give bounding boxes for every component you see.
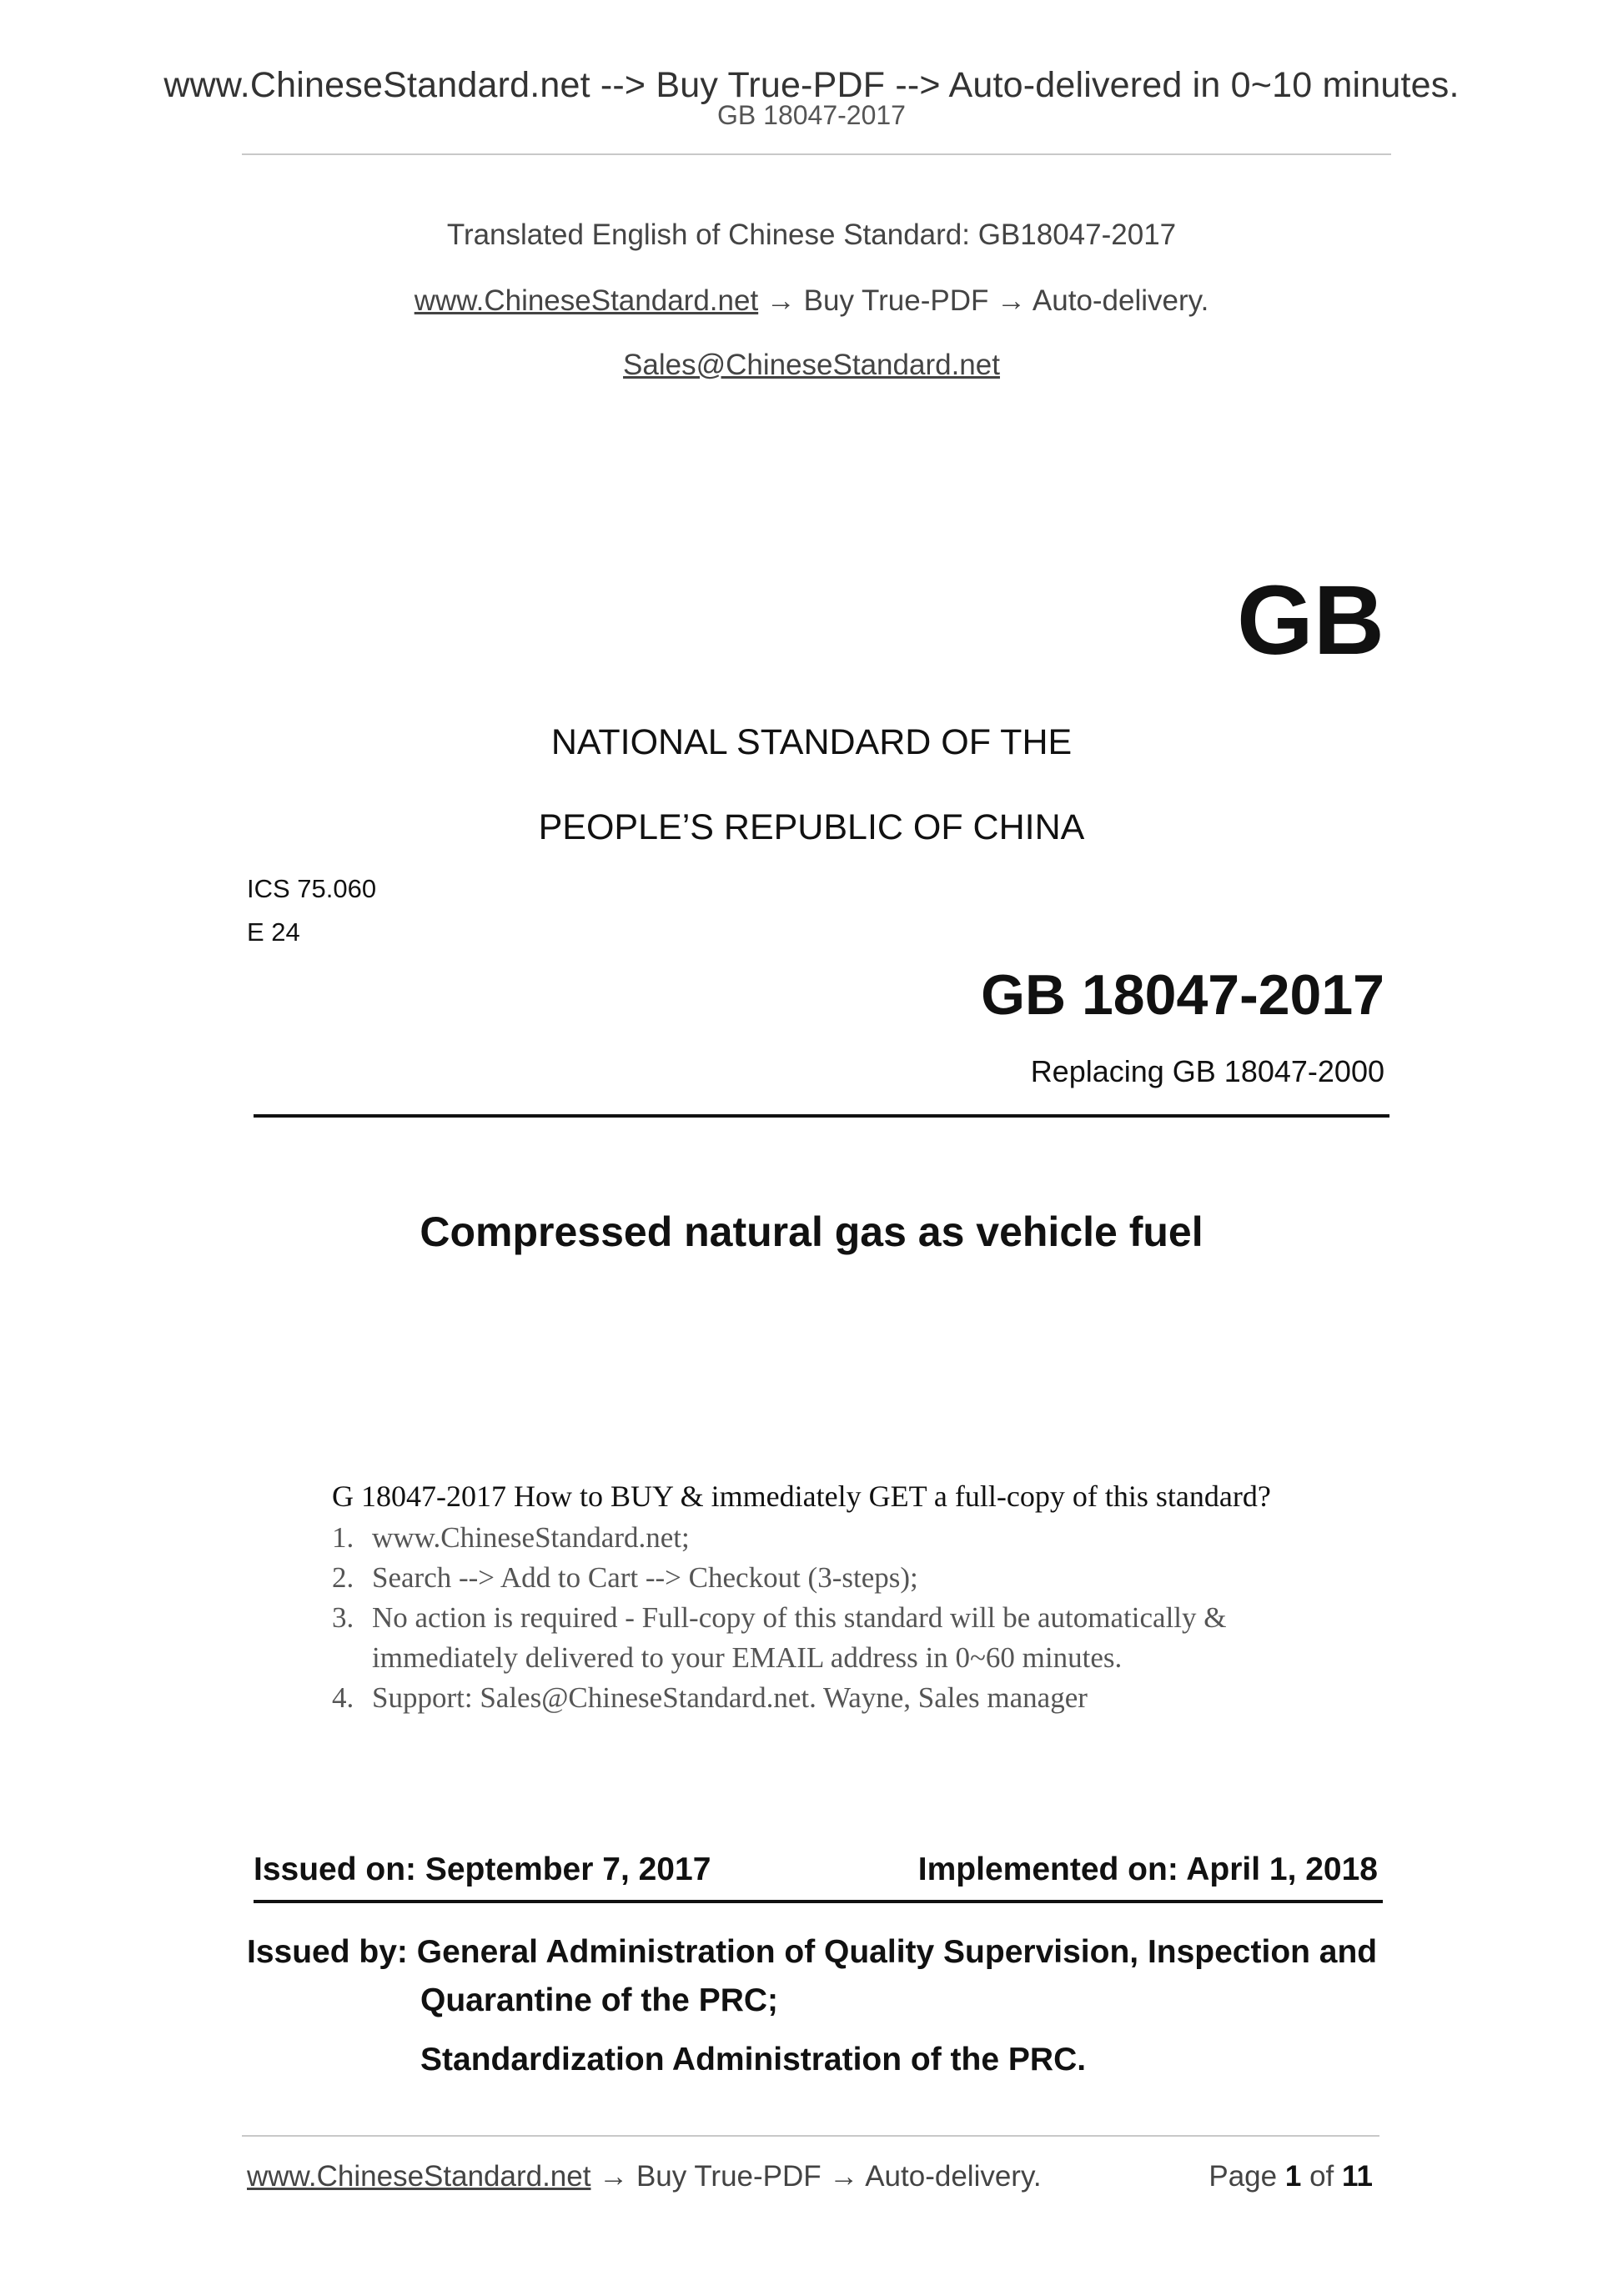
current-page: 1 bbox=[1284, 2160, 1302, 2193]
replacing-standard: Replacing GB 18047-2000 bbox=[1030, 1054, 1384, 1088]
issuer-1-continued: Quarantine of the PRC; bbox=[420, 1982, 779, 2018]
issued-by bbox=[247, 1928, 1398, 2025]
list-item: 2. Search --> Add to Cart --> Checkout (3-steps); bbox=[332, 1561, 918, 1594]
footer-site-link[interactable]: www.ChineseStandard.net bbox=[247, 2160, 591, 2193]
intro-link-line bbox=[0, 284, 1623, 318]
page-indicator: Page 1 of 11 bbox=[1208, 2160, 1373, 2193]
buy-instructions bbox=[332, 1476, 1349, 1718]
national-standard-line2: PEOPLE’S REPUBLIC OF CHINA bbox=[538, 807, 1085, 847]
arrow-right-icon: → bbox=[599, 2160, 629, 2193]
arrow-right-icon: → bbox=[766, 284, 796, 317]
sales-line bbox=[0, 349, 1623, 382]
standard-number: GB 18047-2017 bbox=[981, 963, 1384, 1027]
header-divider bbox=[242, 153, 1391, 155]
top-banner: www.ChineseStandard.net --> Buy True-PDF --> Auto-delivered in 0~10 minutes. bbox=[163, 65, 1460, 105]
issuer-1: General Administration of Quality Supervision, Inspection and bbox=[416, 1934, 1378, 1970]
issued-by-label: Issued by: bbox=[247, 1934, 408, 1970]
issuer-2: Standardization Administration of the PRC. bbox=[420, 2042, 1087, 2077]
arrow-right-icon: → bbox=[829, 2160, 859, 2193]
cover-divider bbox=[254, 1114, 1389, 1118]
national-standard-line1: NATIONAL STANDARD OF THE bbox=[550, 722, 1073, 762]
translated-line: Translated English of Chinese Standard: GB18047-2017 bbox=[446, 219, 1177, 251]
footer-auto-text: Auto-delivery. bbox=[865, 2160, 1042, 2193]
list-item: 1. www.ChineseStandard.net; bbox=[332, 1521, 690, 1554]
list-item: 3. No action is required - Full-copy of this standard will be automatically & immediately delivered to your EMAIL address in 0~60 minutes. bbox=[332, 1601, 1227, 1674]
buy-steps-list bbox=[332, 1518, 1349, 1718]
step-text[interactable]: www.ChineseStandard.net; bbox=[372, 1521, 690, 1554]
arrow-right-icon: → bbox=[997, 284, 1027, 317]
step-text: No action is required - Full-copy of this standard will be automatically & immediately delivered to your EMAIL address in 0~60 minutes. bbox=[372, 1601, 1227, 1674]
standard-title: Compressed natural gas as vehicle fuel bbox=[420, 1208, 1203, 1255]
total-pages: 11 bbox=[1342, 2160, 1373, 2193]
footer-links bbox=[247, 2160, 1042, 2193]
step-text: Support: Sales@ChineseStandard.net. Wayne, Sales manager bbox=[372, 1681, 1088, 1714]
dates-divider bbox=[254, 1900, 1383, 1903]
ccs-code: E 24 bbox=[247, 917, 300, 947]
buy-heading: G 18047-2017 How to BUY & immediately GET a full-copy of this standard? bbox=[332, 1480, 1271, 1513]
issued-date: Issued on: September 7, 2017 bbox=[254, 1851, 711, 1887]
step-text: Search --> Add to Cart --> Checkout (3-steps); bbox=[372, 1561, 918, 1594]
list-item: 4. Support: Sales@ChineseStandard.net. Wayne, Sales manager bbox=[332, 1681, 1088, 1714]
buy-pdf-text: Buy True-PDF bbox=[803, 284, 989, 317]
header-doc-code: GB 18047-2017 bbox=[717, 100, 906, 130]
gb-logo: GB bbox=[1237, 565, 1384, 676]
footer-divider bbox=[242, 2135, 1379, 2137]
ics-code: ICS 75.060 bbox=[247, 874, 377, 903]
site-link[interactable]: www.ChineseStandard.net bbox=[414, 284, 759, 317]
auto-delivery-text: Auto-delivery. bbox=[1032, 284, 1209, 317]
footer-buy-text: Buy True-PDF bbox=[636, 2160, 822, 2193]
sales-email-link[interactable]: Sales@ChineseStandard.net bbox=[623, 349, 1000, 381]
implemented-date: Implemented on: April 1, 2018 bbox=[917, 1851, 1378, 1887]
